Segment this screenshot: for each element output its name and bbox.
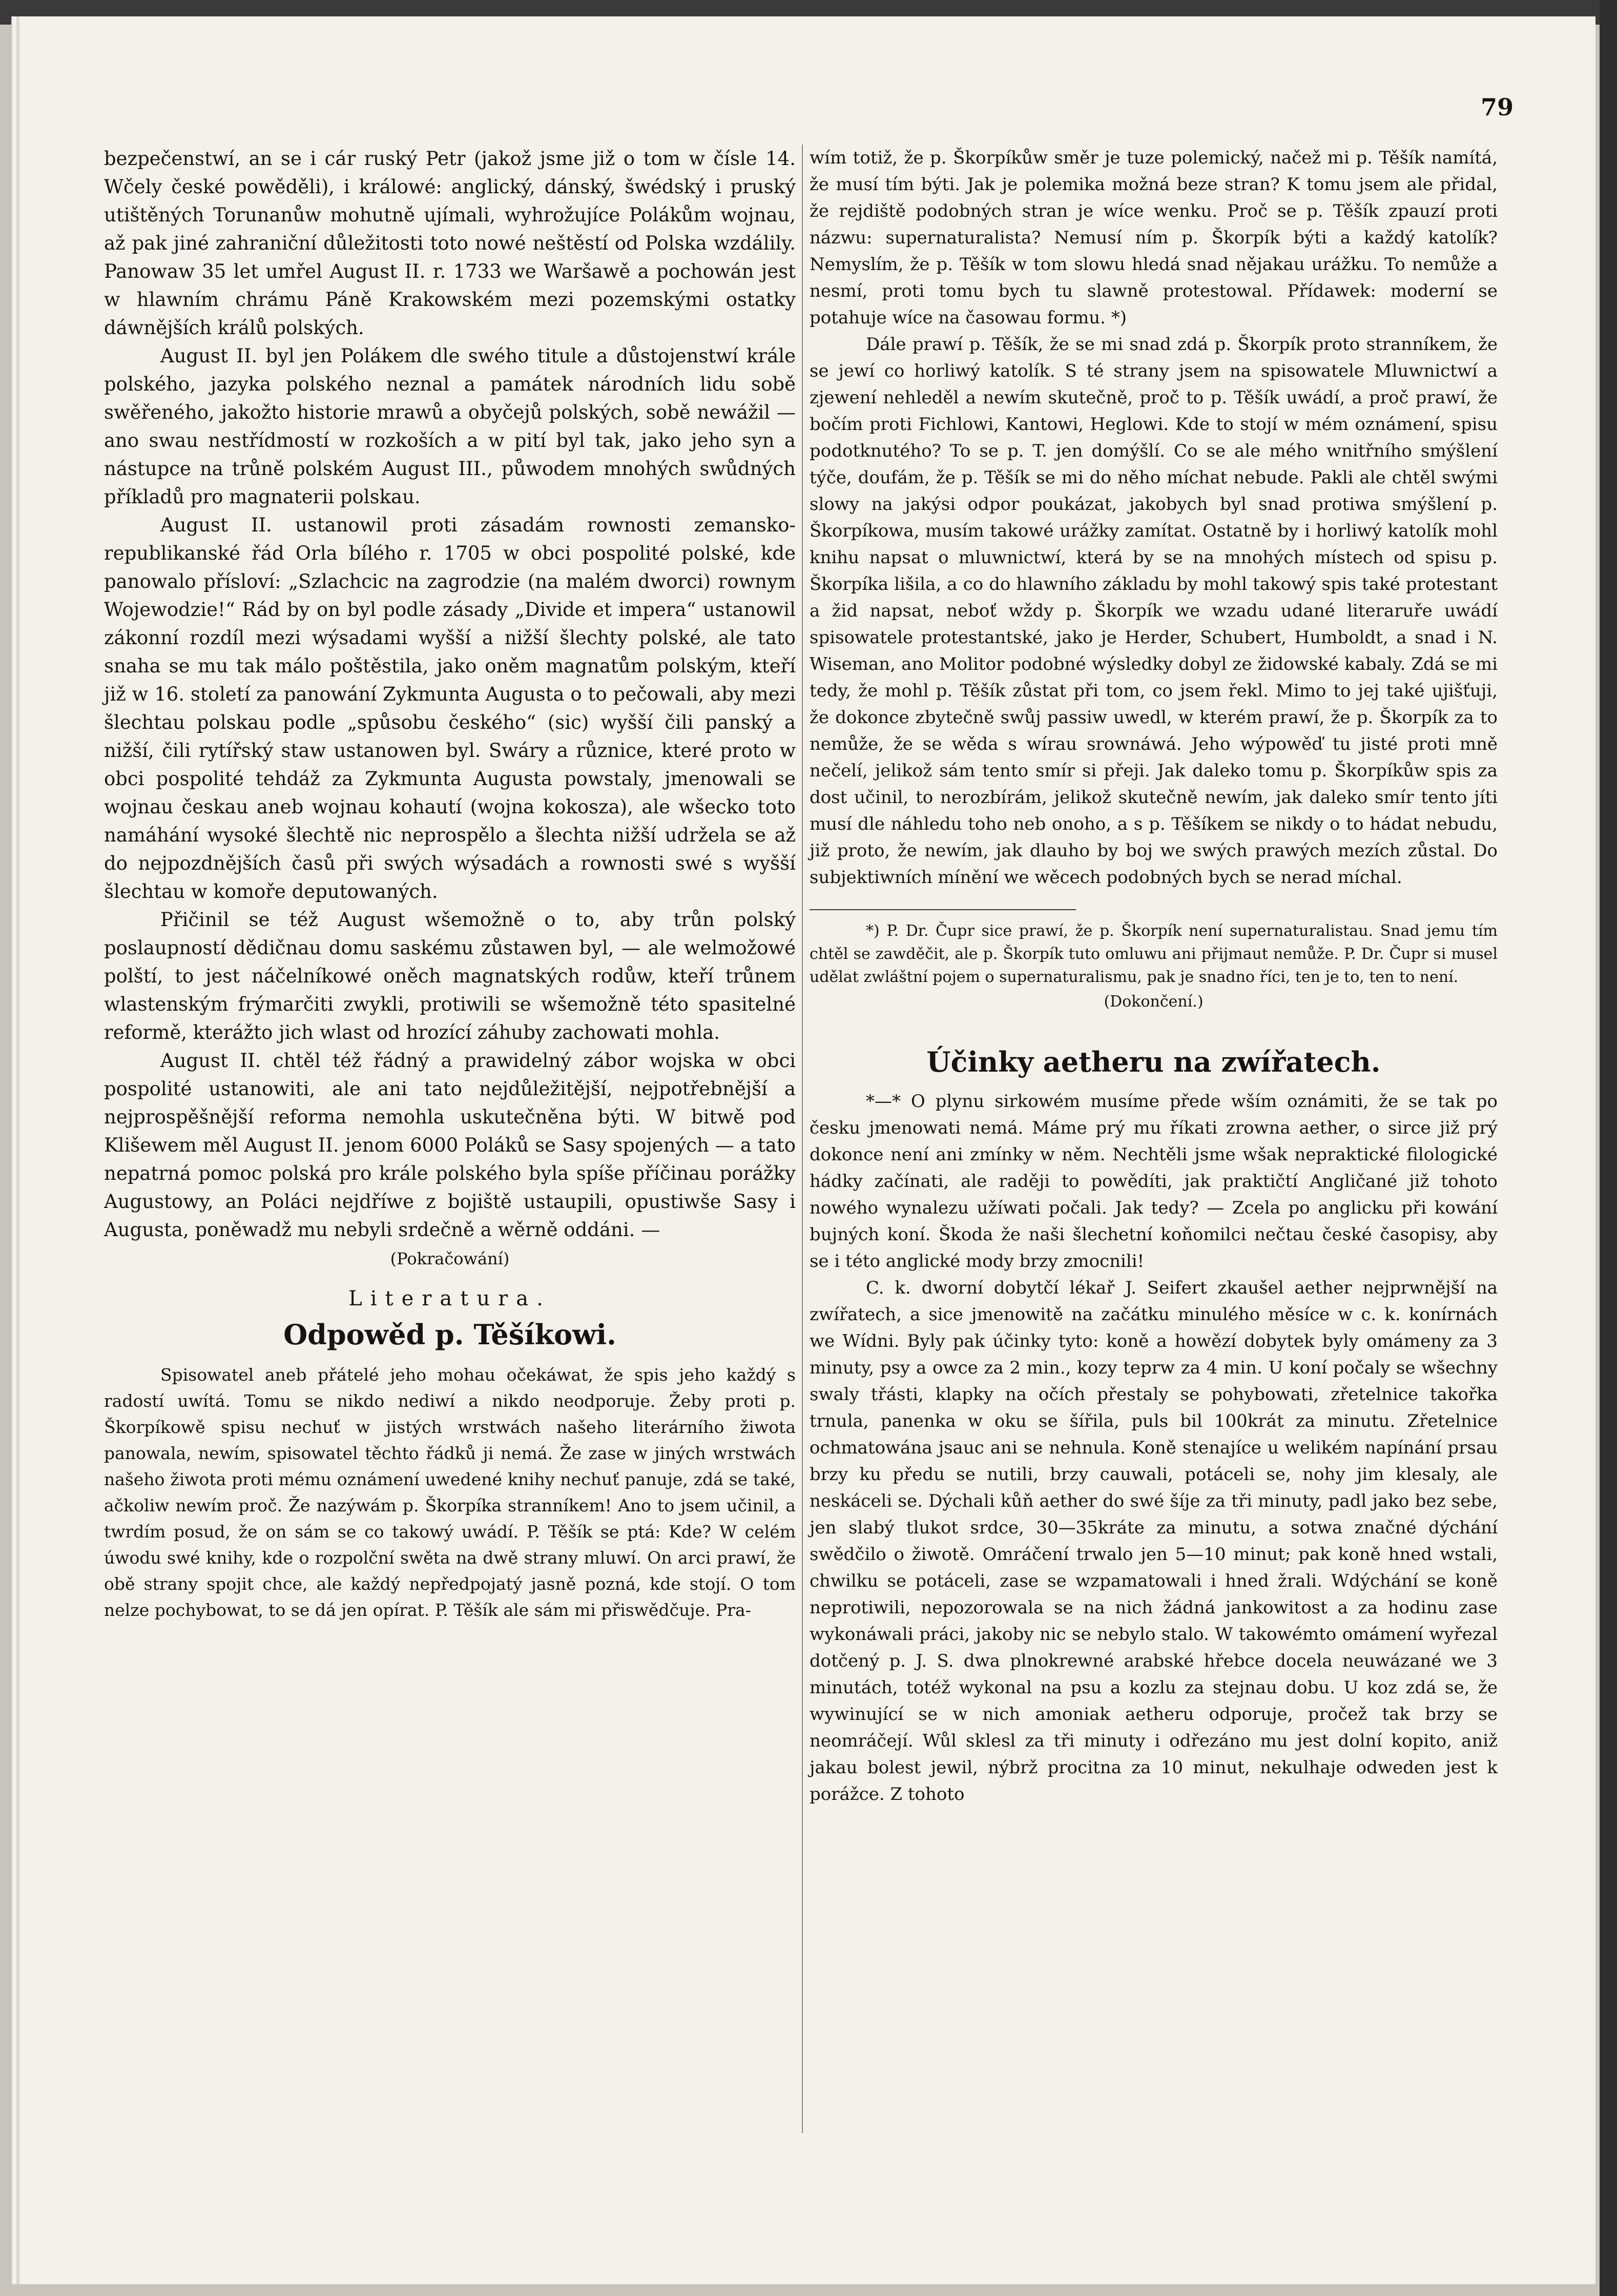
footnote — [810, 919, 1498, 1013]
right-column — [810, 145, 1498, 1808]
reply-article-body — [104, 1362, 796, 1623]
aether-paragraph-2: C. k. dworní dobytčí lékař J. Seifert zkaušel aether nejprwnější na zwířatech, a sice jmenowitě na začátku minulého měsíce w c. k. konírnách we Wídni. Byly pak účinky tyto: koně a howězí dobytek byly omámeny za 3 minuty, psy a owce za 2 min., kozy teprw za 4 min. U koní počaly se wšechny swaly třásti, klapky na očích přestaly se pohybowati, zřetelnice takořka trnula, panenka w oku se šířila, puls bil 100krát za minutu. Zřetelnice ochmatowána jsauc ani se nehnula. Koně stenajíce u welikém napínání prsau brzy ku předu se nutili, brzy cauwali, potáceli se, nohy jim klesaly, ale neskáceli se. Dýchali kůň aether do swé šíje za tři minuty, padl jako bez sebe, jen slabý tlukot srdce, 30—35kráte za minutu, a sotwa značné dýchání swědčilo o žiwotě. Omráčení trwalo jen 5—10 minut; pak koně hned wstali, chwilku se potáceli, zase se wzpamatowali i hned žrali. Wdýchání se koně neprotiwili, nepozorowala se na nich žádná jankowitost a za hodinu zase wykonáwali práci, jakoby nic se nebylo stalo. W takowémto omámení wyřezal dotčený p. J. S. dwa plnokrewné arabské hřebce docela neuwázané we 3 minutách, totéž wykonal na psu a kozlu za stejnau dobu. U koz zdá se, že wywinující se w nich amoniak aetheru odporuje, pročež tak brzy se neomráčejí. Wůl sklesl za tři minuty i odřezáno mu jest dolní kopito, aniž jakau bolest jewil, nýbrž procitna za 10 minut, nekulhaje odweden jest k porážce. Z tohoto — [810, 1278, 1498, 1805]
concluded-note: (Dokončení.) — [1104, 993, 1204, 1011]
footnote-text: *) P. Dr. Čupr sice prawí, že p. Škorpík není supernaturalistau. Snad jemu tím chtěl se zawděčit, ale p. Škorpík tuto omluwu ani přijmaut nemůže. P. Dr. Čupr si musel udělat zwláštní pojem o supernaturalismu, pak je snadno říci, ten je to, ten to není. — [810, 922, 1498, 986]
reply-article-title: Odpowěd p. Těšíkowi. — [283, 1318, 616, 1351]
footnote-divider — [810, 909, 1076, 910]
continued-note: (Pokračowání) — [390, 1249, 510, 1268]
reply-continuation-paragraph-2: Dále prawí p. Těšík, že se mi snad zdá p. Škorpík proto stranníkem, že se jewí co horliwý katolík. S té strany jsem na spisowatele Mluwnictwí a zjewení nehleděl a newím skutečně, proč to p. Těšík uwádí, a proč prawí, že bočím proti Fichlowi, Kantowi, Heglowi. Kde to stojí w mém oznámení, spisu podotknutého? To se p. T. jen domýšlí. Co se ale mého wnitřního smýšlení týče, doufám, že p. Těšík se mi do něho míchat nebude. Pakli ale chtěl swými slowy na jakýsi odpor poukázat, jakobych byl snad protiwa smýšlení p. Škorpíkowa, musím takowé urážky zamítat. Ostatně by i horliwý katolík mohl knihu napsat o mluwnictwí, která by se na mnohých místech od spisu p. Škorpíka lišila, a co do hlawního základu by mohl takowý spis také protestant a žid napsat, neboť wždy p. Škorpík we wzadu udané literaruře uwádí spisowatele protestantské, jako je Herder, Schubert, Humboldt, a snad i N. Wiseman, ano Molitor podobné wýsledky dobyl ze židowské kabaly. Zdá se mi tedy, že mohl p. Těšík zůstat při tom, co jsem řekl. Mimo to jej také ujišťuji, že dokonce zbytečně swůj passiw uwedl, w kterém prawí, že p. Škorpík za to nemůže, že se wěda s wírau srownáwá. Jeho wýpowěď tu jisté proti mně nečelí, jelikož sám tento smír si přeji. Jak daleko tomu p. Škorpíkůw spis za dost učinil, to nerozbírám, jelikož skutečně newím, jak daleko smír tento jíti musí dle náhledu toho neb onoho, a s p. Těšíkem se nikdy o to hádat nebudu, již proto, že newím, jak dlauho by boj we swých prawých mezích zůstal. Do subjektiwních mínění we wěcech podobných bych se nerad míchal. — [810, 334, 1498, 888]
scan-border-right — [1600, 0, 1617, 2296]
page-number: 79 — [1480, 93, 1514, 121]
history-paragraph-3: August II. ustanowil proti zásadám rownosti zemansko-republikanské řád Orla bílého r. 1705 w obci pospolité polské, kde panowalo přísloví: „Szlachcic na zagrodzie (na malém dworci) rownym Wojewodzie!“ Rád by on byl podle zásady „Divide et impera“ ustanowil zákonní rozdíl mezi wýsadami wyšší a nižší šlechty polské, ale tato snaha se mu tak málo poštěstila, jako oněm magnatům polským, kteří již w 16. století za panowání Zykmunta Augusta o to pečowali, aby mezi šlechtau polskau podle „spůsobu českého“ (sic) wyšší čili panský a nižší, čili rytířský staw ustanowen byl. Swáry a různice, které proto w obci pospolité tehdáž za Zykmunta Augusta powstaly, jmenowali se wojnau českau aneb wojnau kohautí (wojna kokosza), ale wšecko toto namáhání wysoké šlechtě nic neprospělo a šlechta nižší udržela se až do nejpozdnějších časů při swých wýsadách a rownosti swé s wyšší šlechtau w komoře deputowaných. — [104, 514, 796, 903]
history-paragraph-1: bezpečenstwí, an se i cár ruský Petr (jakož jsme již o tom w čísle 14. Wčely české powěděli), i králowé: anglický, dánský, šwédský i pruský utištěných Torunanůw mohutně ujímali, wyhrožujíce Polákům wojnau, až pak jiné zahraniční důležitosti toto nowé neštěstí od Polska wzdálily. Panowaw 35 let umřel August II. r. 1733 we Waršawě a pochowán jest w hlawním chrámu Páně Krakowském mezi pozemskými ostatky dáwnějších králů polských. — [104, 148, 796, 339]
section-label-literature: Literatura. — [348, 1287, 551, 1310]
reply-continuation-paragraph-1: wím totiž, že p. Škorpíkůw směr je tuze polemický, načež mi p. Těšík namítá, že musí tím býti. Jak je polemika možná beze stran? K tomu jsem ale přidal, že rejdiště podobných stran je wíce wenku. Proč se p. Těšík zpauzí proti názwu: supernaturalista? Nemusí ním p. Škorpík býti a každý katolík? Nemyslím, že p. Těšík w tom slowu hledá snad nějakau urážku. To nemůže a nesmí, proti tomu bych tu slawně protestowal. Přídawek: moderní se potahuje wíce na časowau formu. *) — [810, 148, 1498, 328]
history-paragraph-4: Přičinil se též August wšemožně o to, aby trůn polský poslaupností dědičnau domu saskému zůstawen byl, — ale welmožowé polští, to jest náčelníkowé oněch magnatských rodůw, kteří trůnem wlastenským frýmarčiti zwykli, protiwili se wšemožně této spasitelné reformě, kterážto jich wlast od hrozící záhuby zachowati mohla. — [104, 909, 796, 1043]
aether-paragraph-1: *—* O plynu sirkowém musíme přede wším oznámiti, že se tak po česku jmenowati nemá. Máme prý mu říkati zrowna aether, o sirce již prý dokonce není ani zmínky w něm. Nechtěli jsme wšak nepraktické filologické hádky začínati, ale raději to powědíti, jak praktičtí Angličané již tohoto nowého wynalezu užíwati počali. Jak tedy? — Zcela po anglicku při kowání bujných koní. Škoda že naši šlechetní koňomilci nečtau české časopisy, aby se i této anglické mody brzy zmocnili! — [810, 1091, 1498, 1272]
aether-article-title: Účinky aetheru na zwířatech. — [926, 1046, 1381, 1078]
page-spine — [16, 16, 19, 2284]
reply-paragraph-1: Spisowatel aneb přátelé jeho mohau očekáwat, že spis jeho každý s radostí uwítá. Tomu se nikdo nediwí a nikdo neodporuje. Žeby proti p. Škorpíkowě spisu nechuť w jistých wrstwách našeho literárního žiwota panowala, newím, spisowatel těchto řádků ji nemá. Že zase w jiných wrstwách našeho žiwota proti mému oznámení uwedené knihy nechuť panuje, zdá se také, ačkoliw newím proč. Že nazýwám p. Škorpíka stranníkem! Ano to jsem učinil, a twrdím posud, že on sám se co takowý uwádí. P. Těšík se ptá: Kde? W celém úwodu swé knihy, kde o rozpolční swěta na dwě strany mluwí. On arci prawí, že obě strany spojit chce, ale každý nepředpojatý jasně pozná, kde stojí. O tom nelze pochybowat, to se dá jen opírat. P. Těšík ale sám mi přiswědčuje. Pra- — [104, 1365, 796, 1620]
history-paragraph-2: August II. byl jen Polákem dle swého titule a důstojenstwí krále polského, jazyka polského neznal a památek národních lidu sobě swěřeného, jakožto historie mrawů a obyčejů polských, sobě newážil — ano swau nestřídmostí w rozkoších a w pití byl tak, jako jeho syn a nástupce na trůně polském August III., půwodem mnohých swůdných příkladů pro magnaterii polskau. — [104, 345, 796, 508]
column-divider — [802, 145, 803, 2133]
history-paragraph-5: August II. chtěl též řádný a prawidelný zábor wojska w obci pospolité ustanowiti, ale ani tato nejdůležitější, nejpotřebnější a nejprospěšnější reforma nemohla uskutečněna býti. W bitwě pod Klišewem měl August II. jenom 6000 Poláků se Sasy spojených — a tato nepatrná pomoc polská pro krále polského byla spíše příčinau porážky Augustowy, an Poláci nejdříwe z bojiště ustaupili, opustiwše Sasy i Augusta, poněwadž mu nebyli srdečně a wěrně oddáni. — — [104, 1050, 796, 1241]
left-column — [104, 145, 796, 1623]
